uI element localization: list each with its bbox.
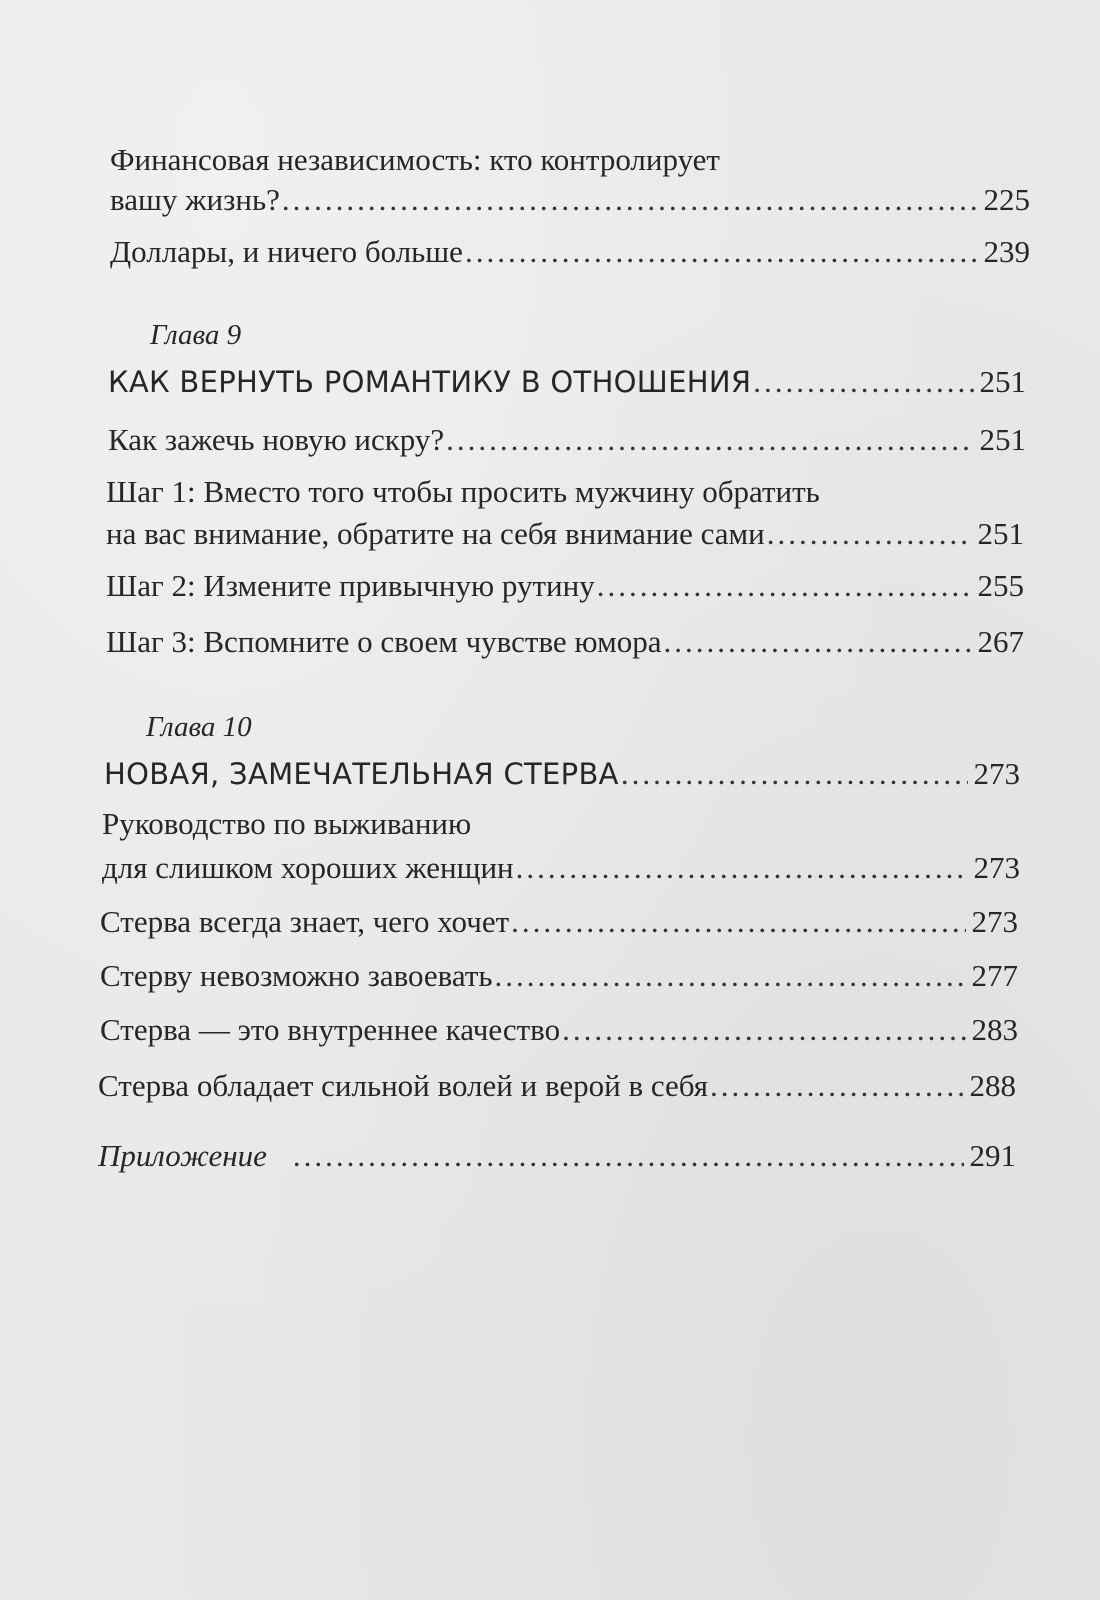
leader-dots	[753, 364, 973, 400]
toc-entry-guide	[102, 850, 1020, 886]
toc-entry-step1	[106, 516, 1024, 552]
toc-chapter-10	[104, 756, 1020, 792]
toc-entry-title: Стерва — это внутреннее качество	[100, 1012, 561, 1047]
chapter-title: НОВАЯ, ЗАМЕЧАТЕЛЬНАЯ СТЕРВА	[104, 757, 619, 791]
leader-dots	[495, 958, 966, 994]
chapter-10-label: Глава 10	[146, 711, 252, 743]
leader-dots	[465, 234, 978, 270]
toc-page-number: 283	[971, 1012, 1018, 1047]
toc-entry-title: Стерву невозможно завоевать	[100, 958, 493, 993]
leader-dots	[664, 624, 972, 660]
toc-entry-title: Приложение	[98, 1138, 267, 1173]
toc-page-number: 277	[971, 958, 1018, 993]
toc-entry-conquer	[100, 958, 1018, 994]
toc-entry-title: Доллары, и ничего больше	[110, 234, 463, 269]
toc-page-number: 273	[973, 756, 1020, 791]
toc-entry-inner	[100, 1012, 1018, 1048]
toc-entry-title: на вас внимание, обратите на себя внимание сами	[106, 516, 765, 551]
leader-dots	[516, 850, 968, 886]
toc-page-number: 251	[977, 516, 1024, 551]
toc-entry-title: для слишком хороших женщин	[102, 850, 514, 885]
toc-chapter-9	[108, 364, 1026, 400]
toc-entry-step2	[106, 568, 1024, 604]
toc-page-number: 251	[979, 364, 1026, 399]
toc-entry-will	[98, 1068, 1016, 1104]
toc-page-number: 291	[969, 1138, 1016, 1173]
toc-page-number: 267	[977, 624, 1024, 659]
toc-page-number: 273	[971, 904, 1018, 939]
toc-entry-title: Шаг 2: Измените привычную рутину	[106, 568, 595, 603]
toc-entry-spark	[108, 422, 1026, 458]
chapter-title: КАК ВЕРНУТЬ РОМАНТИКУ В ОТНОШЕНИЯ	[108, 365, 752, 399]
toc-page-number: 251	[979, 422, 1026, 457]
toc-page-number: 239	[983, 234, 1030, 269]
toc-entry-title: Стерва обладает сильной волей и верой в себя	[98, 1068, 709, 1103]
leader-dots	[446, 422, 973, 458]
toc-page-number: 288	[969, 1068, 1016, 1103]
toc-entry-guide-line1: Руководство по выживанию	[102, 806, 472, 841]
toc-entry-title: Шаг 3: Вспомните о своем чувстве юмора	[106, 624, 662, 659]
toc-page-number: 225	[983, 182, 1030, 217]
leader-dots	[621, 756, 968, 792]
toc-page-number: 273	[973, 850, 1020, 885]
leader-dots	[511, 904, 965, 940]
toc-entry-step1-line1: Шаг 1: Вместо того чтобы просить мужчину обратить	[106, 474, 820, 509]
leader-dots	[597, 568, 972, 604]
leader-dots	[293, 1138, 964, 1174]
leader-dots	[767, 516, 972, 552]
toc-page-number: 255	[977, 568, 1024, 603]
chapter-9-label: Глава 9	[150, 319, 242, 351]
toc-entry-appendix	[98, 1138, 1016, 1174]
toc-entry-finance-line1: Финансовая независимость: кто контролирует	[110, 142, 720, 177]
leader-dots	[710, 1068, 963, 1104]
toc-entry-knows	[100, 904, 1018, 940]
toc-entry-step3	[106, 624, 1024, 660]
toc-entry-title: Стерва всегда знает, чего хочет	[100, 904, 510, 939]
toc-entry-title: вашу жизнь?	[110, 182, 280, 217]
toc-entry-dollars	[110, 234, 1030, 270]
leader-dots	[282, 182, 978, 218]
toc-entry-title: Как зажечь новую искру?	[108, 422, 445, 457]
toc-entry-finance	[110, 182, 1030, 218]
leader-dots	[562, 1012, 965, 1048]
